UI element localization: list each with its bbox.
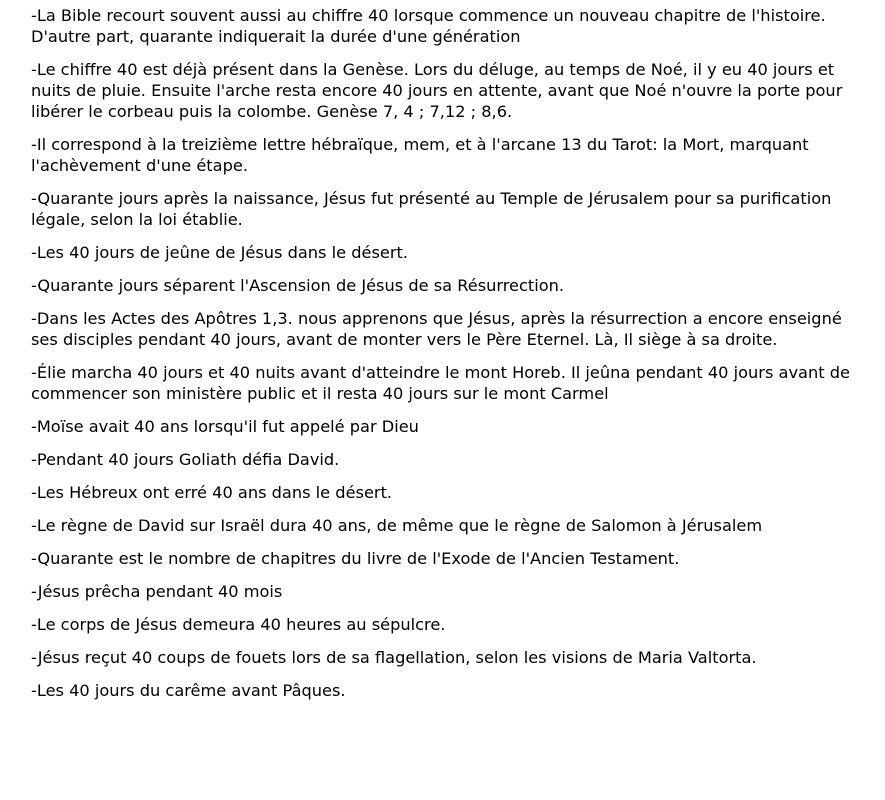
paragraph-desert-fast: -Les 40 jours de jeûne de Jésus dans le désert.: [31, 243, 409, 262]
paragraph-acts-of-apostles: -Dans les Actes des Apôtres 1,3. nous apprenons que Jésus, après la résurrection a encore enseigné ses disciples pendant 40 jours, avant de monter vers le Père Eternel. Là, Il siège à sa droite.: [31, 309, 842, 349]
paragraph-sepulchre: -Le corps de Jésus demeura 40 heures au sépulcre.: [31, 615, 446, 634]
document-body: [31, 5, 851, 713]
paragraph-jesus-preached: -Jésus prêcha pendant 40 mois: [31, 582, 283, 601]
paragraph-flagellation: -Jésus reçut 40 coups de fouets lors de sa flagellation, selon les visions de Maria Valtorta.: [31, 648, 757, 667]
paragraph-elijah: -Élie marcha 40 jours et 40 nuits avant d'atteindre le mont Horeb. Il jeûna pendant 40 jours avant de commencer son ministère public et il resta 40 jours sur le mont Carmel: [31, 363, 850, 403]
paragraph-temple-presentation: -Quarante jours après la naissance, Jésus fut présenté au Temple de Jérusalem pour sa purification légale, selon la loi établie.: [31, 189, 832, 229]
paragraph-lent: -Les 40 jours du carême avant Pâques.: [31, 681, 346, 700]
paragraph-bible-new-chapter: -La Bible recourt souvent aussi au chiffre 40 lorsque commence un nouveau chapitre de l'histoire. D'autre part, quarante indiquerait la durée d'une génération: [31, 6, 826, 46]
paragraph-ascension: -Quarante jours séparent l'Ascension de Jésus de sa Résurrection.: [31, 276, 565, 295]
paragraph-david-reign: -Le règne de David sur Israël dura 40 ans, de même que le règne de Salomon à Jérusalem: [31, 516, 763, 535]
paragraph-hebrews-desert: -Les Hébreux ont erré 40 ans dans le désert.: [31, 483, 393, 502]
paragraph-exodus-chapters: -Quarante est le nombre de chapitres du livre de l'Exode de l'Ancien Testament.: [31, 549, 680, 568]
paragraph-genesis-flood: -Le chiffre 40 est déjà présent dans la Genèse. Lors du déluge, au temps de Noé, il y eu 40 jours et nuits de pluie. Ensuite l'arche resta encore 40 jours en attente, avant que Noé n'ouvre la porte pour libérer le corbeau puis la colombe. Genèse 7, 4 ; 7,12 ; 8,6.: [31, 60, 843, 121]
paragraph-moses: -Moïse avait 40 ans lorsqu'il fut appelé par Dieu: [31, 417, 419, 436]
paragraph-goliath: -Pendant 40 jours Goliath défia David.: [31, 450, 340, 469]
paragraph-hebrew-letter-mem: -Il correspond à la treizième lettre hébraïque, mem, et à l'arcane 13 du Tarot: la Mort, marquant l'achèvement d'une étape.: [31, 135, 809, 175]
